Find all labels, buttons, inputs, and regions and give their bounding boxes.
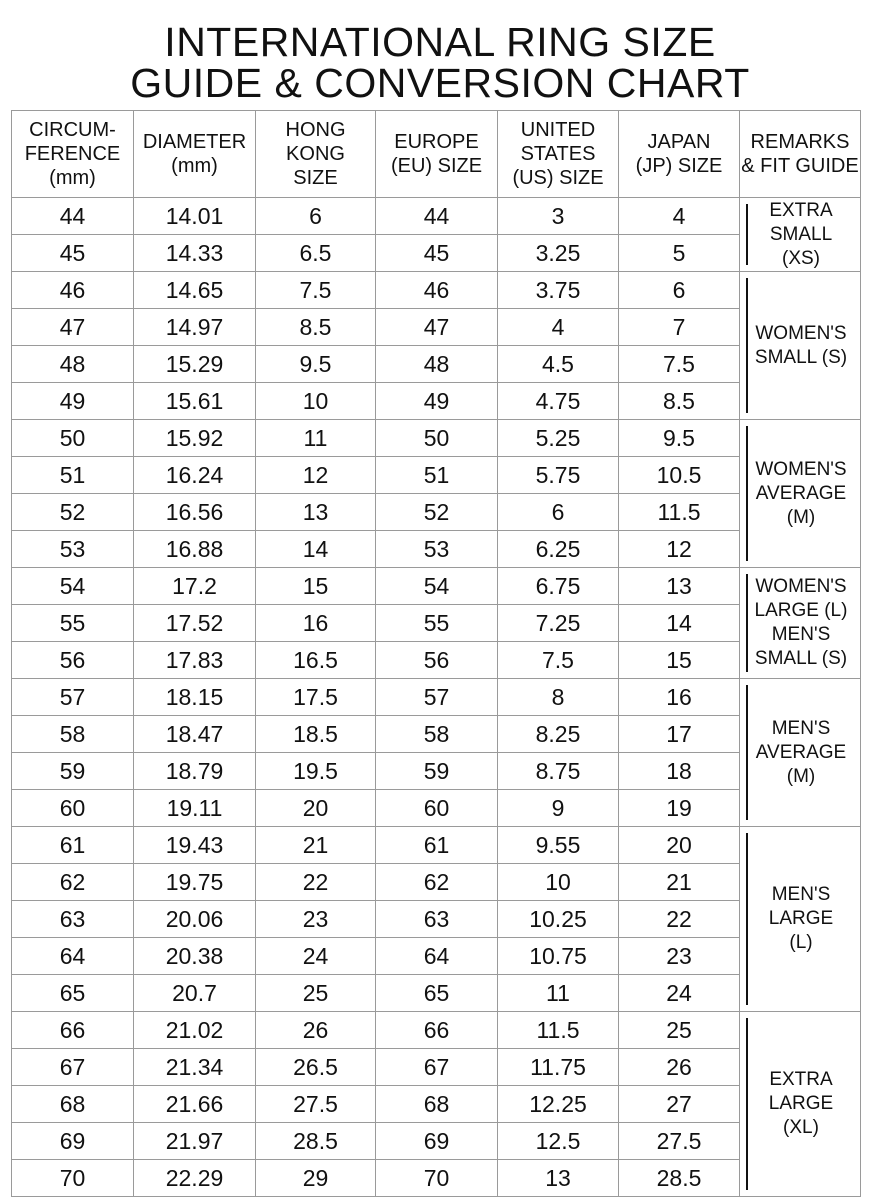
table-row: [12, 975, 861, 1012]
cell-diameter: 17.83: [134, 642, 256, 679]
cell-europe-size: 54: [376, 568, 498, 605]
cell-japan-size: 12: [619, 531, 740, 568]
remark-text-line: WOMEN'S: [755, 458, 847, 480]
cell-diameter: 15.92: [134, 420, 256, 457]
cell-circumference: 62: [12, 864, 134, 901]
header-text-line: CIRCUM-: [29, 119, 116, 141]
remark-text-line: AVERAGE: [755, 741, 847, 763]
cell-hong-kong-size: 20: [256, 790, 376, 827]
cell-diameter: 21.02: [134, 1012, 256, 1049]
cell-us-size: 4.75: [498, 383, 619, 420]
cell-japan-size: 11.5: [619, 494, 740, 531]
table-row: [12, 716, 861, 753]
header-text-line: (EU) SIZE: [390, 155, 483, 177]
cell-diameter: 14.01: [134, 198, 256, 235]
remark-text-line: SMALL: [769, 223, 833, 245]
cell-circumference: 54: [12, 568, 134, 605]
cell-europe-size: 66: [376, 1012, 498, 1049]
cell-japan-size: 27: [619, 1086, 740, 1123]
header-text-line: HONG: [285, 119, 346, 141]
header-japan-size: [619, 111, 740, 198]
cell-circumference: 66: [12, 1012, 134, 1049]
cell-hong-kong-size: 16: [256, 605, 376, 642]
remark-text-line: (L): [789, 932, 813, 953]
table-row: [12, 827, 861, 864]
cell-hong-kong-size: 18.5: [256, 716, 376, 753]
table-row: [12, 383, 861, 420]
table-row: [12, 679, 861, 716]
chart-title: [0, 19, 880, 106]
cell-europe-size: 59: [376, 753, 498, 790]
header-text-line: (mm): [49, 167, 96, 189]
cell-us-size: 4: [498, 309, 619, 346]
cell-japan-size: 9.5: [619, 420, 740, 457]
cell-europe-size: 56: [376, 642, 498, 679]
remark-text-line: LARGE: [768, 908, 834, 929]
cell-hong-kong-size: 28.5: [256, 1123, 376, 1160]
cell-us-size: 5.75: [498, 457, 619, 494]
cell-japan-size: 21: [619, 864, 740, 901]
header-text-line: REMARKS: [750, 131, 850, 153]
cell-us-size: 12.25: [498, 1086, 619, 1123]
cell-hong-kong-size: 25: [256, 975, 376, 1012]
cell-circumference: 65: [12, 975, 134, 1012]
bracket-line: [746, 685, 748, 820]
cell-europe-size: 58: [376, 716, 498, 753]
cell-hong-kong-size: 24: [256, 938, 376, 975]
title-line-2: GUIDE & CONVERSION CHART: [130, 60, 750, 106]
cell-circumference: 59: [12, 753, 134, 790]
cell-us-size: 6.25: [498, 531, 619, 568]
header-text-line: KONG: [286, 143, 345, 165]
cell-circumference: 50: [12, 420, 134, 457]
cell-diameter: 15.61: [134, 383, 256, 420]
cell-circumference: 55: [12, 605, 134, 642]
table-row: [12, 1049, 861, 1086]
cell-circumference: 48: [12, 346, 134, 383]
cell-japan-size: 13: [619, 568, 740, 605]
cell-diameter: 14.33: [134, 235, 256, 272]
cell-circumference: 67: [12, 1049, 134, 1086]
cell-circumference: 61: [12, 827, 134, 864]
table-row: [12, 272, 861, 309]
table-row: [12, 1012, 861, 1049]
cell-us-size: 5.25: [498, 420, 619, 457]
header-circumference: [12, 111, 134, 198]
cell-diameter: 18.47: [134, 716, 256, 753]
cell-europe-size: 63: [376, 901, 498, 938]
table-row: [12, 235, 861, 272]
cell-diameter: 20.06: [134, 901, 256, 938]
cell-circumference: 56: [12, 642, 134, 679]
bracket-line: [746, 1018, 748, 1190]
remark-fit-guide: [740, 198, 861, 272]
remark-fit-guide: [740, 679, 861, 827]
remark-fit-guide: [740, 827, 861, 1012]
cell-japan-size: 20: [619, 827, 740, 864]
remark-text-line: MEN'S: [771, 624, 831, 645]
cell-europe-size: 61: [376, 827, 498, 864]
table-row: [12, 605, 861, 642]
cell-diameter: 21.97: [134, 1123, 256, 1160]
remark-text-line: (XS): [782, 247, 820, 269]
cell-diameter: 19.75: [134, 864, 256, 901]
cell-hong-kong-size: 26: [256, 1012, 376, 1049]
cell-hong-kong-size: 14: [256, 531, 376, 568]
cell-us-size: 3.75: [498, 272, 619, 309]
cell-us-size: 8.75: [498, 753, 619, 790]
table-row: [12, 753, 861, 790]
title-line-1: INTERNATIONAL RING SIZE: [164, 19, 716, 65]
cell-europe-size: 53: [376, 531, 498, 568]
cell-europe-size: 52: [376, 494, 498, 531]
cell-japan-size: 5: [619, 235, 740, 272]
remark-text-line: (M): [786, 506, 816, 528]
header-text-line: (mm): [171, 155, 218, 177]
table-row: [12, 1160, 861, 1197]
cell-circumference: 69: [12, 1123, 134, 1160]
cell-europe-size: 51: [376, 457, 498, 494]
cell-hong-kong-size: 27.5: [256, 1086, 376, 1123]
cell-us-size: 10.25: [498, 901, 619, 938]
cell-diameter: 19.43: [134, 827, 256, 864]
cell-europe-size: 65: [376, 975, 498, 1012]
cell-circumference: 68: [12, 1086, 134, 1123]
cell-diameter: 17.52: [134, 605, 256, 642]
cell-hong-kong-size: 26.5: [256, 1049, 376, 1086]
cell-europe-size: 49: [376, 383, 498, 420]
cell-circumference: 64: [12, 938, 134, 975]
cell-us-size: 4.5: [498, 346, 619, 383]
cell-hong-kong-size: 29: [256, 1160, 376, 1197]
header-text-line: UNITED: [520, 119, 596, 141]
remark-text-line: AVERAGE: [755, 482, 847, 504]
header-text-line: STATES: [520, 143, 596, 165]
cell-japan-size: 16: [619, 679, 740, 716]
remark-fit-guide: [740, 1012, 861, 1197]
table-body: [12, 198, 861, 1197]
table-row: [12, 531, 861, 568]
header-text-line: (JP) SIZE: [635, 155, 723, 177]
header-text-line: & FIT GUIDE: [741, 155, 859, 177]
cell-europe-size: 62: [376, 864, 498, 901]
cell-circumference: 58: [12, 716, 134, 753]
table-row: [12, 790, 861, 827]
cell-hong-kong-size: 17.5: [256, 679, 376, 716]
cell-us-size: 6.75: [498, 568, 619, 605]
table-row: [12, 901, 861, 938]
cell-diameter: 21.34: [134, 1049, 256, 1086]
cell-japan-size: 26: [619, 1049, 740, 1086]
cell-circumference: 63: [12, 901, 134, 938]
cell-europe-size: 47: [376, 309, 498, 346]
remark-fit-guide: [740, 568, 861, 679]
table-row: [12, 864, 861, 901]
table-header: [12, 111, 861, 198]
cell-hong-kong-size: 7.5: [256, 272, 376, 309]
cell-europe-size: 57: [376, 679, 498, 716]
cell-europe-size: 48: [376, 346, 498, 383]
cell-diameter: 22.29: [134, 1160, 256, 1197]
header-text-line: (US) SIZE: [512, 167, 604, 189]
header-text-line: FERENCE: [24, 143, 121, 165]
cell-us-size: 3.25: [498, 235, 619, 272]
cell-hong-kong-size: 22: [256, 864, 376, 901]
cell-circumference: 53: [12, 531, 134, 568]
cell-us-size: 8: [498, 679, 619, 716]
cell-circumference: 52: [12, 494, 134, 531]
cell-diameter: 19.11: [134, 790, 256, 827]
cell-japan-size: 14: [619, 605, 740, 642]
cell-japan-size: 7: [619, 309, 740, 346]
cell-us-size: 10.75: [498, 938, 619, 975]
cell-hong-kong-size: 13: [256, 494, 376, 531]
table-row: [12, 198, 861, 235]
remark-fit-guide: [740, 420, 861, 568]
cell-circumference: 45: [12, 235, 134, 272]
remark-text-line: SMALL (S): [754, 648, 848, 669]
cell-europe-size: 69: [376, 1123, 498, 1160]
cell-japan-size: 28.5: [619, 1160, 740, 1197]
cell-circumference: 46: [12, 272, 134, 309]
bracket-line: [746, 278, 748, 413]
cell-us-size: 10: [498, 864, 619, 901]
table-row: [12, 420, 861, 457]
cell-diameter: 20.38: [134, 938, 256, 975]
cell-circumference: 70: [12, 1160, 134, 1197]
cell-japan-size: 22: [619, 901, 740, 938]
cell-japan-size: 6: [619, 272, 740, 309]
cell-hong-kong-size: 12: [256, 457, 376, 494]
remark-text-line: SMALL (S): [754, 346, 848, 368]
cell-circumference: 57: [12, 679, 134, 716]
cell-japan-size: 24: [619, 975, 740, 1012]
cell-hong-kong-size: 15: [256, 568, 376, 605]
table-row: [12, 642, 861, 679]
cell-europe-size: 68: [376, 1086, 498, 1123]
remark-text-line: EXTRA: [769, 1069, 833, 1090]
cell-hong-kong-size: 10: [256, 383, 376, 420]
cell-japan-size: 19: [619, 790, 740, 827]
cell-diameter: 20.7: [134, 975, 256, 1012]
table-row: [12, 494, 861, 531]
cell-europe-size: 45: [376, 235, 498, 272]
remark-fit-guide: [740, 272, 861, 420]
cell-circumference: 60: [12, 790, 134, 827]
header-hong-kong-size: [256, 111, 376, 198]
table-row: [12, 346, 861, 383]
remark-text-line: WOMEN'S: [755, 322, 847, 344]
bracket-line: [746, 833, 748, 1005]
table-row: [12, 938, 861, 975]
header-row: [12, 111, 861, 198]
remark-text-line: WOMEN'S: [755, 576, 847, 597]
header-remarks: [740, 111, 861, 198]
cell-us-size: 7.25: [498, 605, 619, 642]
remark-text-line: LARGE: [768, 1093, 834, 1114]
cell-us-size: 9: [498, 790, 619, 827]
cell-us-size: 7.5: [498, 642, 619, 679]
cell-circumference: 51: [12, 457, 134, 494]
cell-circumference: 47: [12, 309, 134, 346]
cell-diameter: 15.29: [134, 346, 256, 383]
remark-text-line: MEN'S: [771, 884, 831, 905]
cell-hong-kong-size: 6: [256, 198, 376, 235]
cell-japan-size: 18: [619, 753, 740, 790]
table-row: [12, 1086, 861, 1123]
header-text-line: DIAMETER: [142, 131, 247, 153]
cell-europe-size: 64: [376, 938, 498, 975]
cell-us-size: 6: [498, 494, 619, 531]
cell-us-size: 9.55: [498, 827, 619, 864]
cell-europe-size: 60: [376, 790, 498, 827]
cell-japan-size: 7.5: [619, 346, 740, 383]
cell-europe-size: 55: [376, 605, 498, 642]
ring-size-table: [11, 110, 861, 1197]
cell-hong-kong-size: 11: [256, 420, 376, 457]
bracket-line: [746, 574, 748, 672]
cell-diameter: 17.2: [134, 568, 256, 605]
remark-text-line: MEN'S: [771, 717, 831, 739]
cell-europe-size: 67: [376, 1049, 498, 1086]
table-row: [12, 568, 861, 605]
cell-japan-size: 23: [619, 938, 740, 975]
remark-text-line: (XL): [783, 1117, 819, 1138]
table-row: [12, 457, 861, 494]
cell-hong-kong-size: 23: [256, 901, 376, 938]
cell-europe-size: 70: [376, 1160, 498, 1197]
table-row: [12, 309, 861, 346]
cell-diameter: 14.97: [134, 309, 256, 346]
cell-hong-kong-size: 8.5: [256, 309, 376, 346]
header-europe-size: [376, 111, 498, 198]
cell-diameter: 16.24: [134, 457, 256, 494]
header-text-line: SIZE: [293, 167, 338, 189]
cell-us-size: 3: [498, 198, 619, 235]
cell-hong-kong-size: 21: [256, 827, 376, 864]
cell-japan-size: 27.5: [619, 1123, 740, 1160]
cell-diameter: 16.88: [134, 531, 256, 568]
cell-japan-size: 25: [619, 1012, 740, 1049]
cell-diameter: 18.79: [134, 753, 256, 790]
cell-diameter: 21.66: [134, 1086, 256, 1123]
cell-japan-size: 10.5: [619, 457, 740, 494]
cell-europe-size: 50: [376, 420, 498, 457]
remark-text-line: (M): [786, 765, 816, 787]
cell-europe-size: 44: [376, 198, 498, 235]
cell-circumference: 44: [12, 198, 134, 235]
cell-japan-size: 4: [619, 198, 740, 235]
cell-hong-kong-size: 6.5: [256, 235, 376, 272]
cell-us-size: 8.25: [498, 716, 619, 753]
header-us-size: [498, 111, 619, 198]
cell-circumference: 49: [12, 383, 134, 420]
table-row: [12, 1123, 861, 1160]
cell-diameter: 18.15: [134, 679, 256, 716]
cell-diameter: 16.56: [134, 494, 256, 531]
remark-text-line: EXTRA: [769, 199, 833, 221]
cell-japan-size: 15: [619, 642, 740, 679]
header-text-line: EUROPE: [394, 131, 479, 153]
cell-us-size: 12.5: [498, 1123, 619, 1160]
header-diameter: [134, 111, 256, 198]
bracket-line: [746, 426, 748, 561]
cell-diameter: 14.65: [134, 272, 256, 309]
remark-text-line: LARGE (L): [754, 600, 848, 621]
cell-japan-size: 8.5: [619, 383, 740, 420]
cell-hong-kong-size: 16.5: [256, 642, 376, 679]
cell-hong-kong-size: 9.5: [256, 346, 376, 383]
bracket-line: [746, 204, 748, 265]
cell-hong-kong-size: 19.5: [256, 753, 376, 790]
cell-europe-size: 46: [376, 272, 498, 309]
cell-us-size: 11: [498, 975, 619, 1012]
cell-us-size: 13: [498, 1160, 619, 1197]
cell-japan-size: 17: [619, 716, 740, 753]
cell-us-size: 11.75: [498, 1049, 619, 1086]
header-text-line: JAPAN: [647, 131, 711, 153]
cell-us-size: 11.5: [498, 1012, 619, 1049]
